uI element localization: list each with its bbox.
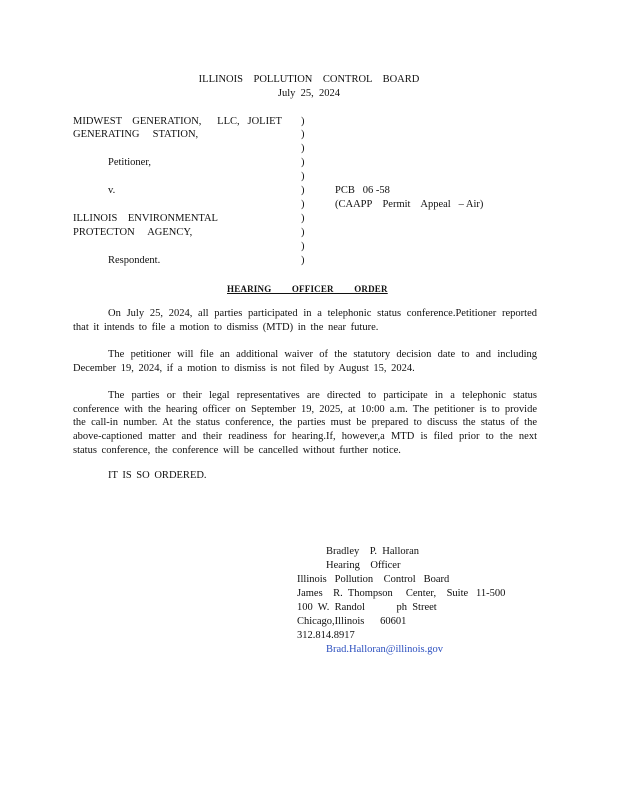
order-title: HEARING OFFICER ORDER	[227, 284, 388, 294]
caption-paren: )	[301, 227, 305, 238]
petitioner-role: Petitioner,	[108, 157, 152, 168]
respondent-name-line1: ILLINOIS ENVIRONMENTAL	[73, 213, 218, 224]
so-ordered: IT IS SO ORDERED.	[108, 470, 207, 481]
caption-paren: )	[301, 171, 305, 182]
petitioner-name-line1: MIDWEST GENERATION, LLC, JOLIET	[73, 116, 282, 127]
caption-paren: )	[301, 199, 305, 210]
signer-street: 100 W. Randol ph Street	[297, 602, 437, 613]
respondent-role: Respondent.	[108, 255, 161, 266]
signer-title: Hearing Officer	[326, 560, 401, 571]
case-number: PCB 06 -58	[335, 185, 390, 196]
signer-building: James R. Thompson Center, Suite 11-500	[297, 588, 506, 599]
signer-phone: 312.814.8917	[297, 630, 355, 641]
caption-paren: )	[301, 157, 305, 168]
caption-paren: )	[301, 213, 305, 224]
signer-name: Bradley P. Halloran	[326, 546, 420, 557]
caption-paren: )	[301, 116, 305, 127]
respondent-name-line2: PROTECTON AGENCY,	[73, 227, 193, 238]
order-date: July 25, 2024	[277, 88, 341, 99]
caption-paren: )	[301, 129, 305, 140]
paragraph-1: On July 25, 2024, all parties participated in a telephonic status conference.Petitioner reported that it intends to file a motion to dismiss (MTD) in the near future.	[73, 308, 537, 333]
signer-email-link[interactable]: Brad.Halloran@illinois.gov	[326, 644, 443, 655]
versus-label: v.	[108, 185, 116, 196]
paragraph-2: The petitioner will file an additional waiver of the statutory decision date to and including December 19, 2024, if a motion to dismiss is not filed by August 15, 2024.	[73, 349, 537, 374]
caption-paren: )	[301, 143, 305, 154]
agency-title: ILLINOIS POLLUTION CONTROL BOARD	[198, 74, 420, 85]
caption-paren: )	[301, 255, 305, 266]
caption-paren: )	[301, 241, 305, 252]
signer-organization: Illinois Pollution Control Board	[297, 574, 450, 585]
caption-paren: )	[301, 185, 305, 196]
signer-city: Chicago,Illinois 60601	[297, 616, 407, 627]
petitioner-name-line2: GENERATING STATION,	[73, 129, 199, 140]
case-type: (CAAPP Permit Appeal – Air)	[335, 199, 484, 210]
paragraph-3: The parties or their legal representatives are directed to participate in a telephonic status conference with the hearing officer on September 19, 2025, at 10:00 a.m. The petitioner is to provide the call-in number. At the status conference, the parties must be prepared to discuss the status of the above-captioned matter and their readiness for hearing.If, however,a MTD is filed prior to the next status conference, the conference will be cancelled without further notice.	[73, 390, 537, 456]
